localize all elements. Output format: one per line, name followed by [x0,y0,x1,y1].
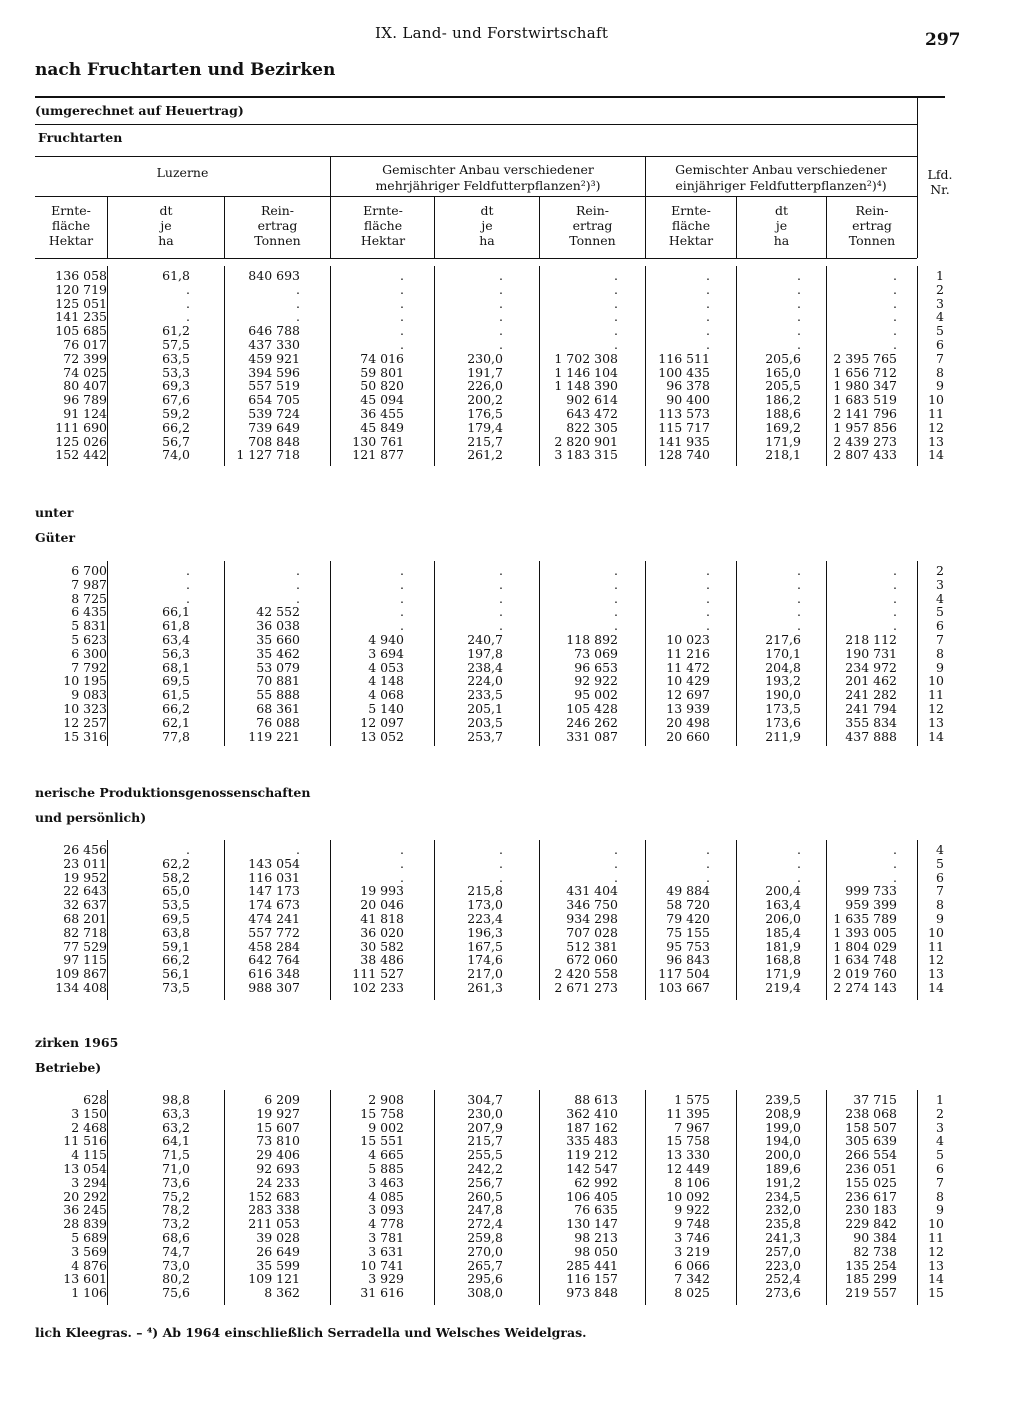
header-luzerne: Luzerne [156,165,209,180]
header-lfd: Lfd. [927,167,953,182]
subheader-yield_l3: ha [158,233,174,248]
subheader-area_l1: Ernte- [51,203,91,218]
column-divider [645,561,646,746]
data-column: . . . 431 404 346 750 934 298 707 028 512 381 672 060 2 420 558 2 671 273 [554,842,618,995]
subheader-total_l2: ertrag [572,218,613,233]
column-divider [645,840,646,1000]
header-divider [917,98,918,258]
column-divider [434,840,435,1000]
top-rule [35,96,945,98]
section-sublabel: Güter [35,530,76,545]
data-column: . . . . . . 205,6 165,0 205,5 186,2 188,6 169,2 171,9 218,1 [765,268,801,463]
data-column: . . . 19 993 20 046 41 818 36 020 30 582 38 486 111 527 102 233 [352,842,404,995]
data-column: . . . . . 240,7 197,8 238,4 224,0 233,5 205,1 203,5 253,7 [467,563,503,744]
column-divider [645,1090,646,1305]
subheader-yield_l1: dt [159,203,173,218]
column-divider [736,840,737,1000]
column-divider [539,1090,540,1305]
section-label: zirken 1965 [35,1035,119,1050]
column-divider [330,1090,331,1305]
section-sublabel: und persönlich) [35,810,147,825]
column-divider [434,266,435,466]
data-column: 61,8 . . . 61,2 57,5 63,5 53,3 69,3 67,6 59,2 66,2 56,7 74,0 [162,268,190,463]
data-column: 304,7 230,0 207,9 215,7 255,5 242,2 256,7 260,5 247,8 272,4 259,8 270,0 265,7 295,6 308,0 [467,1092,503,1301]
data-column: . . . 999 733 959 399 1 635 789 1 393 005 1 804 029 1 634 748 2 019 760 2 274 143 [833,842,897,995]
subheader-divider [539,197,540,258]
subheader-area_l3: Hektar [48,233,94,248]
section-label: nerische Produktionsgenossenschaften [35,785,311,800]
subheader-divider [826,197,827,258]
data-column: 2 908 15 758 9 002 15 551 4 665 5 885 3 463 4 085 3 093 4 778 3 781 3 631 10 741 3 929 31 616 [360,1092,404,1301]
column-divider [330,561,331,746]
column-divider [736,266,737,466]
section-label: unter [35,505,74,520]
column-divider [107,561,108,746]
data-column: 88 613 362 410 187 162 335 483 119 212 142 547 62 992 106 405 76 635 130 147 98 213 98 050 285 441 116 157 973 848 [566,1092,618,1301]
subheader-yield_l3: ha [479,233,495,248]
column-divider [917,561,918,746]
subheader-total_l1: Rein- [855,203,889,218]
column-divider [539,266,540,466]
data-column: 26 456 23 011 19 952 22 643 32 637 68 201 82 718 77 529 97 115 109 867 134 408 [55,842,107,995]
subheader-total_l3: Tonnen [848,233,896,248]
data-column: . . . 66,1 61,8 63,4 56,3 68,1 69,5 61,5 66,2 62,1 77,8 [162,563,190,744]
subheader-divider [107,197,108,258]
data-column: 98,8 63,3 63,2 64,1 71,5 71,0 73,6 75,2 78,2 73,2 68,6 74,7 73,0 80,2 75,6 [162,1092,190,1301]
column-divider [330,266,331,466]
rule-under-groups [35,196,917,197]
rule-under-fruchtarten [35,156,917,157]
subheader-area_l2: fläche [363,218,403,233]
header-group3-line2: einjähriger Feldfutterpflanzen²)⁴) [675,178,887,193]
column-divider [107,1090,108,1305]
data-column: . . . . . 118 892 73 069 96 653 92 922 95 002 105 428 246 262 331 087 [566,563,618,744]
header-group2-line2: mehrjähriger Feldfutterpflanzen²)³) [375,178,601,193]
column-divider [539,561,540,746]
subheader-total_l2: ertrag [257,218,298,233]
column-divider [107,840,108,1000]
subheader-total_l1: Rein- [575,203,610,218]
data-column: 6 700 7 987 8 725 6 435 5 831 5 623 6 300 7 792 10 195 9 083 10 323 12 257 15 316 [63,563,107,744]
header-group3-line1: Gemischter Anbau verschiedener [675,162,887,177]
subheader-divider [224,197,225,258]
column-divider [224,561,225,746]
subheader-total_l1: Rein- [260,203,295,218]
subheader-total_l3: Tonnen [254,233,301,248]
subheader-yield_l2: je [775,218,788,233]
row-number-column: 1 2 3 4 5 6 7 8 9 10 11 12 13 14 [928,268,944,463]
subheader-area_l2: fläche [671,218,711,233]
data-column: . . . . . . 116 511 100 435 96 378 90 400 113 573 115 717 141 935 128 740 [658,268,710,463]
row-number-column: 2 3 4 5 6 7 8 9 10 11 12 13 14 [928,563,944,744]
data-column: . 62,2 58,2 65,0 53,5 69,5 63,8 59,1 66,2 56,1 73,5 [162,842,190,995]
subheader-divider [736,197,737,258]
subheader-area_l2: fläche [51,218,91,233]
column-divider [107,266,108,466]
column-divider [434,561,435,746]
subheader-divider [330,197,331,258]
subheader-total_l2: ertrag [852,218,892,233]
data-column: . . . . . . 74 016 59 801 50 820 45 094 36 455 45 849 130 761 121 877 [352,268,404,463]
rule-under-subtitle [35,124,917,125]
subtitle: (umgerechnet auf Heuertrag) [35,103,244,118]
data-column: . . . . . 218 112 190 731 234 972 201 462 241 282 241 794 355 834 437 888 [845,563,897,744]
column-divider [917,1090,918,1305]
column-divider [224,1090,225,1305]
data-column: 840 693 . . . 646 788 437 330 459 921 394 596 557 519 654 705 539 724 739 649 708 848 1 127 718 [236,268,300,463]
column-divider [826,840,827,1000]
column-divider [224,840,225,1000]
subheader-area_l1: Ernte- [363,203,403,218]
column-divider [736,1090,737,1305]
data-column: . 143 054 116 031 147 173 174 673 474 241 557 772 458 284 642 764 616 348 988 307 [248,842,300,995]
rule-under-subheaders [35,258,917,259]
data-column: . . . . . . 1 702 308 1 146 104 1 148 390 902 614 643 472 822 305 2 820 901 3 183 315 [554,268,618,463]
subheader-divider [645,197,646,258]
header-divider [645,157,646,197]
subheader-total_l3: Tonnen [569,233,616,248]
subheader-area_l3: Hektar [668,233,714,248]
data-column: . . . 200,4 163,4 206,0 185,4 181,9 168,8 171,9 219,4 [765,842,801,995]
table-title: nach Fruchtarten und Bezirken [35,60,336,80]
subheader-yield_l3: ha [773,233,790,248]
subheader-divider [434,197,435,258]
running-header: IX. Land- und Forstwirtschaft [375,24,609,42]
column-divider [826,561,827,746]
subheader-yield_l2: je [481,218,493,233]
data-column: 239,5 208,9 199,0 194,0 200,0 189,6 191,2 234,5 232,0 235,8 241,3 257,0 223,0 252,4 273,6 [765,1092,801,1301]
data-column: 37 715 238 068 158 507 305 639 266 554 236 051 155 025 236 617 230 183 229 842 90 384 82 738 135 254 185 299 219 557 [845,1092,897,1301]
data-column: 1 575 11 395 7 967 15 758 13 330 12 449 8 106 10 092 9 922 9 748 3 746 3 219 6 066 7 342 8 025 [666,1092,710,1301]
row-number-column: 1 2 3 4 5 6 7 8 9 10 11 12 13 14 15 [928,1092,944,1301]
column-divider [539,840,540,1000]
data-column: . . . 42 552 36 038 35 660 35 462 53 079 70 881 55 888 68 361 76 088 119 221 [248,563,300,744]
header-nr: Nr. [930,182,950,197]
section-sublabel: Betriebe) [35,1060,102,1075]
data-column: . . . 215,8 173,0 223,4 196,3 167,5 174,6 217,0 261,3 [467,842,503,995]
subheader-area_l3: Hektar [360,233,406,248]
subheader-area_l1: Ernte- [671,203,711,218]
data-column: . . . 49 884 58 720 79 420 75 155 95 753 96 843 117 504 103 667 [658,842,710,995]
column-divider [736,561,737,746]
column-divider [434,1090,435,1305]
data-column: . . . . . 10 023 11 216 11 472 10 429 12 697 13 939 20 498 20 660 [666,563,710,744]
subheader-yield_l1: dt [480,203,494,218]
data-column: 628 3 150 2 468 11 516 4 115 13 054 3 294 20 292 36 245 28 839 5 689 3 569 4 876 13 601 1 106 [63,1092,107,1301]
data-column: 6 209 19 927 15 607 73 810 29 406 92 693 24 233 152 683 283 338 211 053 39 028 26 649 35 599 109 121 8 362 [248,1092,300,1301]
column-divider [917,266,918,466]
page-number: 297 [925,30,961,50]
header-divider [330,157,331,197]
column-divider [826,266,827,466]
fruchtarten-label: Fruchtarten [38,130,123,145]
column-divider [645,266,646,466]
data-column: . . . . . . 230,0 191,7 226,0 200,2 176,5 179,4 215,7 261,2 [467,268,503,463]
data-column: . . . . . 4 940 3 694 4 053 4 148 4 068 5 140 12 097 13 052 [360,563,404,744]
subheader-yield_l1: dt [774,203,789,218]
footnote: lich Kleegras. – ⁴) Ab 1964 einschließlich Serradella und Welsches Weidelgras. [35,1325,587,1340]
data-column: 136 058 120 719 125 051 141 235 105 685 76 017 72 399 74 025 80 407 96 789 91 124 111 690 125 026 152 442 [55,268,107,463]
column-divider [826,1090,827,1305]
data-column: . . . . . . 2 395 765 1 656 712 1 980 347 1 683 519 2 141 796 1 957 856 2 439 273 2 807 433 [833,268,897,463]
data-column: . . . . . 217,6 170,1 204,8 193,2 190,0 173,5 173,6 211,9 [765,563,801,744]
header-group2-line1: Gemischter Anbau verschiedener [382,162,594,177]
column-divider [330,840,331,1000]
column-divider [224,266,225,466]
row-number-column: 4 5 6 7 8 9 10 11 12 13 14 [928,842,944,995]
subheader-yield_l2: je [160,218,172,233]
column-divider [917,840,918,1000]
